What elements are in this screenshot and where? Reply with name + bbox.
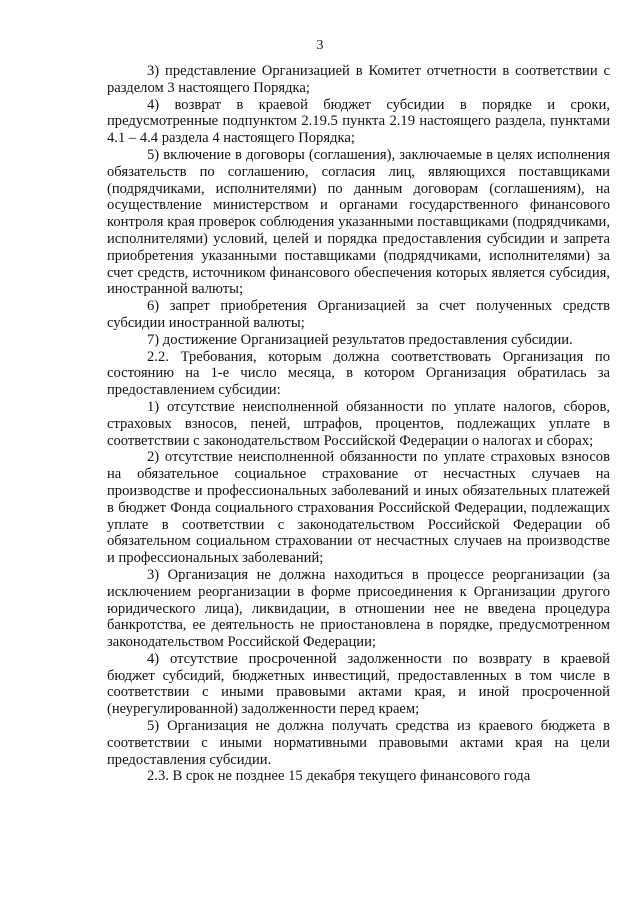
- paragraph-requirement-1: 1) отсутствие неисполненной обязанности по уплате налогов, сборов, страховых взносов, пеней, штрафов, процентов, подлежащих уплате в соответствии с законодательством Российской Федерации о налогах и сборах;: [107, 398, 610, 449]
- document-body: [107, 63, 610, 785]
- page-number: 3: [316, 38, 324, 53]
- paragraph-requirement-4: 4) отсутствие просроченной задолженности по возврату в краевой бюджет субсидий, бюджетных инвестиций, предоставленных в том числе в соответствии с иными правовыми актами края, и иной просроченной (неурегулированной) задолженности перед краем;: [107, 650, 610, 718]
- paragraph-item-3: 3) представление Организацией в Комитет отчетности в соответствии с разделом 3 настоящего Порядка;: [107, 63, 610, 96]
- paragraph-section-2-3: 2.3. В срок не позднее 15 декабря текущего финансового года: [147, 768, 531, 785]
- paragraph-section-2-2: 2.2. Требования, которым должна соответствовать Организация по состоянию на 1-е число месяца, в котором Организация обратилась за предоставлением субсидии:: [107, 348, 610, 399]
- paragraph-requirement-3: 3) Организация не должна находиться в процессе реорганизации (за исключением реорганизации в форме присоединения к Организации другого юридического лица), ликвидации, в отношении нее не введена процедура банкротства, ее деятельность не приостановлена в порядке, предусмотренном законодательством Российской Федерации;: [107, 566, 610, 651]
- paragraph-item-5: 5) включение в договоры (соглашения), заключаемые в целях исполнения обязательств по соглашению, согласия лиц, являющихся поставщиками (подрядчиками, исполнителями) по данным договорам (соглашениям), на осуществление министерством и органами государственного финансового контроля края проверок соблюдения указанными поставщиками (подрядчиками, исполнителями) условий, целей и порядка предоставления субсидии и запрета приобретения указанными поставщиками (подрядчиками, исполнителями) за счет средств, источником финансового обеспечения которых является субсидия, иностранной валюты;: [107, 146, 610, 298]
- paragraph-item-7: 7) достижение Организацией результатов предоставления субсидии.: [147, 331, 573, 348]
- paragraph-item-4: 4) возврат в краевой бюджет субсидии в порядке и сроки, предусмотренные подпунктом 2.19.5 пункта 2.19 настоящего раздела, пунктами 4.1 – 4.4 раздела 4 настоящего Порядка;: [107, 96, 610, 147]
- paragraph-item-6: 6) запрет приобретения Организацией за счет полученных средств субсидии иностранной валюты;: [107, 298, 610, 331]
- paragraph-requirement-2: 2) отсутствие неисполненной обязанности по уплате страховых взносов на обязательное социальное страхование от несчастных случаев на производстве и профессиональных заболеваний и иных обязательных платежей в бюджет Фонда социального страхования Российской Федерации, подлежащих уплате в соответствии с законодательством Российской Федерации об обязательном социальном страховании от несчастных случаев на производстве и профессиональных заболеваний;: [107, 449, 610, 567]
- paragraph-requirement-5: 5) Организация не должна получать средства из краевого бюджета в соответствии с иными нормативными правовыми актами края на цели предоставления субсидии.: [107, 718, 610, 768]
